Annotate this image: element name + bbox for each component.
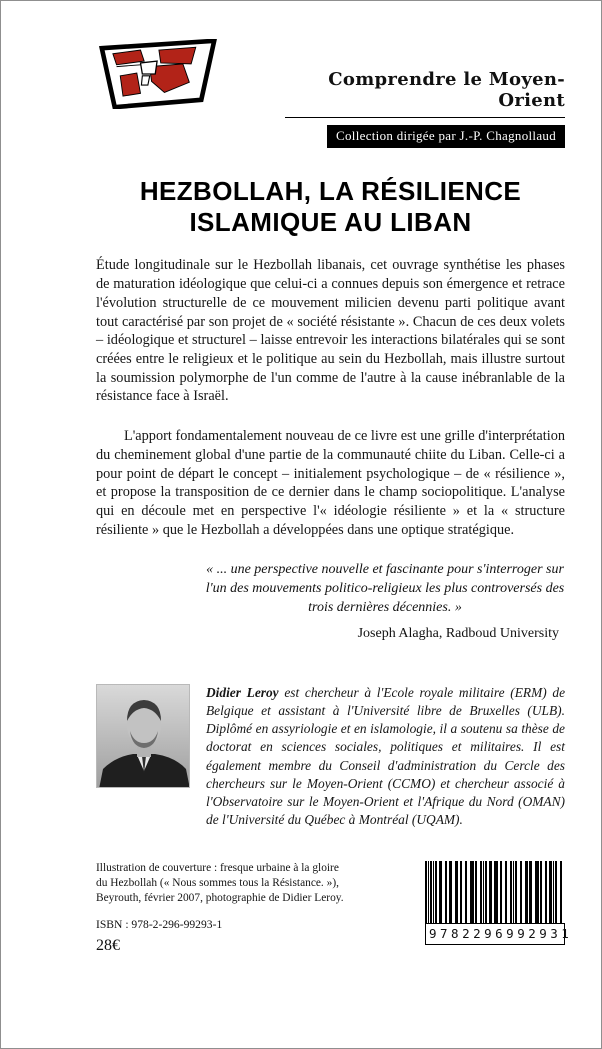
collection-header	[285, 69, 565, 148]
synopsis-paragraph-1: Étude longitudinale sur le Hezbollah libanais, cet ouvrage synthétise les phases de maturation idéologique que celui-ci a connues depuis son émergence et retrace l'évolution structurelle de ce mouvement milicien devenu parti politique avant tout caractérisé par son projet de « société résistante ». Chacun de ces deux volets – idéologique et structurel – laisse entrevoir les interactions bilatérales qui se sont créées entre le religieux et le politique au sein du Hezbollah, mais illustre surtout la soumission polymorphe de l'un comme de l'autre à la cause inébranlable de la résistance face à Israël.	[96, 257, 565, 405]
quote-attribution: Joseph Alagha, Radboud University	[357, 625, 559, 641]
footer	[96, 861, 573, 955]
author-portrait-image	[97, 685, 190, 788]
isbn: ISBN : 978-2-296-99293-1	[96, 918, 223, 932]
book-title	[96, 176, 565, 237]
synopsis	[96, 256, 565, 539]
book-title-line1: HEZBOLLAH, LA RÉSILIENCE	[139, 176, 522, 206]
barcode-bars-image	[425, 861, 565, 923]
quote-text: « ... une perspective nouvelle et fascinante pour s'interroger sur l'un des mouvements politico-religieux les plus controversés des trois dernières décennies. »	[205, 562, 565, 615]
synopsis-paragraph-2: L'apport fondamentalement nouveau de ce livre est une grille d'interprétation du cheminement global d'une partie de la communauté chiite du Liban. Celle-ci a pour point de départ le concept – initialement psychologique – de « résilience », et propose la transposition de ce dernier dans le champ sociopolitique. L'analyse qui en découle met en perspective l'« idéologie résiliente » et la « structure résiliente » que le Hezbollah a développées dans une optique stratégique.	[96, 428, 565, 538]
book-title-line2: ISLAMIQUE AU LIBAN	[189, 206, 472, 237]
footer-left	[96, 861, 346, 955]
author-bio	[206, 684, 565, 830]
cover-credit: Illustration de couverture : fresque urbaine à la gloire du Hezbollah (« Nous sommes tous la Résistance. »), Beyrouth, février 2007, photographie de Didier Leroy.	[96, 862, 344, 904]
collection-name: Comprendre le Moyen-Orient	[328, 69, 565, 111]
review-quote	[205, 561, 565, 641]
author-name: Didier Leroy	[206, 684, 279, 700]
collection-director-bar: Collection dirigée par J.-P. Chagnollaud	[327, 125, 565, 148]
collection-rule	[285, 117, 565, 118]
barcode	[425, 861, 573, 945]
author-photo	[96, 684, 190, 788]
price: 28€	[96, 937, 120, 955]
author-bio-text: est chercheur à l'Ecole royale militaire (ERM) de Belgique et assistant à l'Université libre de Bruxelles (ULB). Diplômé en assyriologie et en islamologie, il a soutenu sa thèse de doctorat en sciences sociales, politiques et militaires. Il est également membre du Conseil d'administration du Cercle des chercheurs sur le Moyen-Orient (CCMO) et chercheur associé à l'Observatoire sur le Moyen-Orient et l'Afrique du Nord (OMAN) de l'Université du Québec à Montréal (UQAM).	[206, 684, 566, 828]
middle-east-map-icon	[96, 39, 220, 109]
header	[96, 39, 565, 148]
publisher-map-logo	[96, 39, 220, 109]
author-section	[96, 684, 565, 830]
barcode-number: 9782296992931	[425, 923, 565, 945]
